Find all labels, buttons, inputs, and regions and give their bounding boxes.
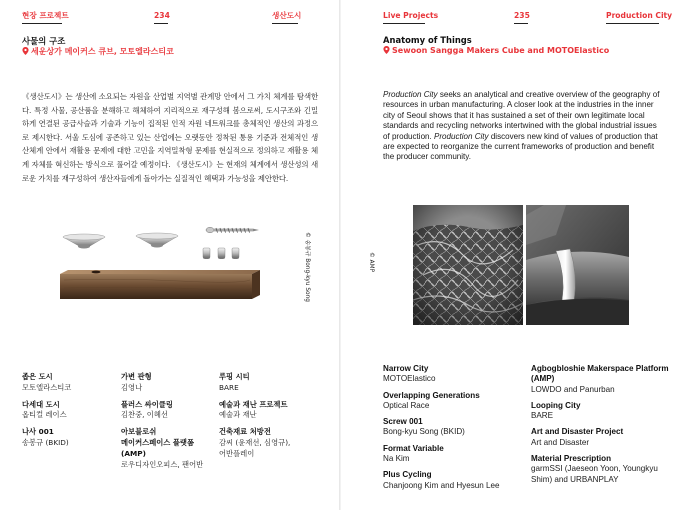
credits-column-2 [121, 372, 221, 470]
credit-heading: Screw 001 [383, 417, 423, 427]
credit-heading: Agbogbloshie Makerspace Platform (AMP) [531, 364, 669, 384]
credit-entry [383, 470, 518, 491]
body-italic-title: Production City [383, 90, 438, 99]
credit-heading: 플러스 싸이클링 [121, 399, 173, 409]
credit-entry [531, 364, 671, 395]
page-subtitle [22, 46, 174, 57]
credits-column-2 [531, 364, 671, 485]
credit-value: 송봉규 (BKID) [22, 437, 69, 447]
credit-entry [531, 454, 671, 485]
scrap-wire-photo [413, 205, 523, 325]
credit-value: 로우디자인오피스, 팬어반 [121, 459, 204, 469]
credit-heading: Format Variable [383, 443, 444, 453]
credit-entry [383, 364, 518, 385]
credit-heading: Narrow City [383, 364, 429, 373]
location-pin-icon [383, 46, 390, 54]
screw [206, 227, 259, 232]
credit-heading: 나사 001 [22, 427, 54, 437]
running-head-topic: Production City [606, 11, 659, 24]
credit-value: 김영나 [121, 382, 143, 392]
credit-entry [219, 372, 319, 394]
small-cylinders [203, 248, 239, 259]
credit-entry [383, 417, 518, 438]
body-text [383, 90, 661, 163]
credits-column-1 [383, 364, 518, 491]
credit-heading: 예술과 재난 프로젝트 [219, 399, 288, 409]
product-photo [50, 222, 280, 322]
credit-heading: 좁은 도시 [22, 372, 53, 381]
credit-value: 예술과 재난 [219, 410, 257, 420]
page-subtitle [383, 46, 609, 55]
running-head-section: 현장 프로젝트 [22, 11, 62, 24]
credit-heading: 건축재료 처방전 [219, 427, 271, 437]
subtitle-text: Sewoon Sangga Makers Cube and MOTOElastico [392, 46, 610, 55]
credit-entry [121, 427, 221, 470]
credit-entry [219, 400, 319, 422]
credit-heading: Looping City [531, 400, 581, 410]
subtitle-text: 세운상가 메이커스 큐브, 모토엘라스티코 [31, 47, 174, 56]
credit-value: Na Kim [383, 454, 410, 464]
credit-entry [531, 427, 671, 448]
credit-entry [22, 372, 117, 394]
credit-entry [219, 427, 319, 459]
credit-entry [121, 372, 221, 394]
conical-fitting-2 [136, 233, 178, 248]
location-pin-icon [22, 47, 29, 55]
page-number: 235 [514, 11, 528, 24]
credit-heading: 아보블로쉬 메이커스페이스 플랫폼 (AMP) [121, 427, 195, 458]
credit-value: 모토엘라스티코 [22, 382, 72, 392]
credit-value: 옵티컬 레이스 [22, 410, 67, 420]
photo-credit: © 송봉규 Bong-kyu Song [304, 232, 310, 302]
credit-heading: 루핑 시티 [219, 372, 250, 381]
credit-value: Chanjoong Kim and Hyesun Lee [383, 480, 500, 490]
credit-value: LOWDO and Panurban [531, 384, 615, 394]
page-title: Anatomy of Things [383, 35, 472, 45]
arm-bangle-photo [526, 205, 629, 325]
credit-heading: Plus Cycling [383, 470, 432, 480]
wooden-beam [60, 270, 260, 299]
credit-value: MOTOElastico [383, 374, 436, 384]
credit-entry [121, 400, 221, 422]
body-segment: discovers new kind of values of production that are expected to reorganize the current frameworks of production and benefit the producer community. [383, 131, 658, 162]
credit-heading: Material Prescription [531, 454, 612, 464]
body-segment: seeks an analytical and creative overview of the geography of resources in urban manufacturing. A closer look at the industries in the inner city of Seoul shows that it has sustained a set of their own legitimate local standards and recycling networks intertwined with the global industrial issues of production. [383, 90, 660, 141]
credit-entry [22, 400, 117, 422]
credit-heading: 가변 판형 [121, 372, 152, 381]
credit-entry [383, 391, 518, 412]
conical-fitting-1 [63, 234, 105, 249]
photo-credit: © AMP [368, 252, 374, 273]
page-title: 사물의 구조 [22, 36, 66, 46]
credit-entry [531, 401, 671, 422]
credit-value: Art and Disaster [531, 437, 590, 447]
credit-value: garmSSI (Jaeseon Yoon, Youngkyu Shim) and URBANPLAY [531, 464, 658, 484]
body-text: 《생산도시》는 생산에 소요되는 자원을 산업별 지역별 관계망 안에서 그 가치 체계를 탐색한다. 특정 사물, 공산품을 분해하고 해체하여 지리적으로 재구성해 봄으로써, 도시구조와 긴밀하게 연결된 공급사슬과 기술과 기능이 집적된 인적 자원 네트워크를 총체적인 생산의 과정으로 제시한다. 서울 도심에 공존하고 있는 산업에는 오랫동안 정착된 통용 기준과 전체적인 생산체계 안에서 재활용 문제에 대한 고민을 지역밀착형 문제를 현실적으로 정의하고 재활용 체계 자체를 혁신하는 방식으로 풀어갈 예정이다. 《생산도시》는 현재의 체계에서 생산성의 새로운 가치를 재구성하여 생산자들에게 돌아가는 실질적인 혜택과 가능성을 제안한다. [22, 92, 318, 183]
credit-heading: Art and Disaster Project [531, 427, 624, 437]
credit-value: BARE [219, 382, 239, 392]
credit-value: 어반플레이 [219, 448, 255, 458]
running-head-topic: 생산도시 [272, 11, 298, 24]
credits-column-3 [219, 372, 319, 460]
credit-entry [22, 427, 117, 449]
credit-heading: 다세대 도시 [22, 399, 60, 409]
credit-value: 김찬중, 이혜선 [121, 410, 168, 420]
credit-value: BARE [531, 411, 554, 421]
credits-column-1 [22, 372, 117, 449]
credit-entry [383, 444, 518, 465]
body-italic-title: Production City [434, 131, 489, 141]
credit-value: 감씨 (윤재선, 심영규), [219, 437, 291, 447]
page-number: 234 [154, 11, 168, 24]
running-head-section: Live Projects [383, 11, 425, 24]
credit-heading: Overlapping Generations [383, 390, 480, 400]
credit-value: Optical Race [383, 400, 430, 410]
credit-value: Bong-kyu Song (BKID) [383, 427, 465, 437]
